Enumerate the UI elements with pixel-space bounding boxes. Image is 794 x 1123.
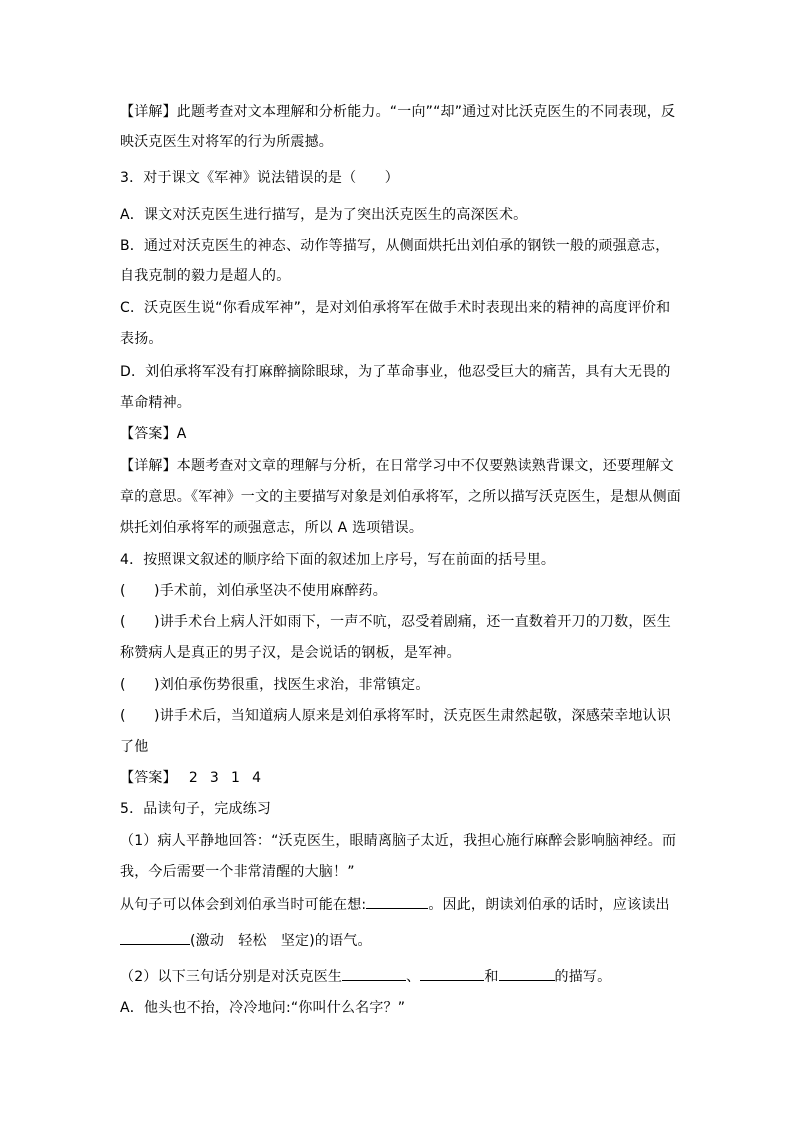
question-4-answer-value: 3 <box>209 770 220 786</box>
question-4-item-2-line-1: ( )讲手术台上病人汗如雨下，一声不吭，忍受着剧痛，还一直数着开刀的刀数，医生 <box>120 614 671 630</box>
question-3-option-d-line-2: 革命精神。 <box>120 395 191 411</box>
question-3-option-b-line-2: 自我克制的毅力是超人的。 <box>120 268 291 284</box>
question-5-sub-2-option-a: A．他头也不抬，冷冷地问:“你叫什么名字？” <box>120 1000 406 1016</box>
question-3-explanation-line-3: 烘托刘伯承将军的顽强意志，所以 A 选项错误。 <box>120 520 424 536</box>
question-5-sub-1-line-2: 我，今后需要一个非常清醒的大脑！” <box>120 864 355 880</box>
prompt-text: 从句子可以体会到刘伯承当时可能在想: <box>120 897 367 913</box>
question-4-answer-value: 2 <box>188 770 198 786</box>
answer-blank[interactable] <box>342 966 406 981</box>
prompt-text: （2）以下三句话分别是对沃克医生 <box>120 969 343 985</box>
question-4-item-3: ( )刘伯承伤势很重，找医生求治，非常镇定。 <box>120 677 430 693</box>
question-3-option-a: A．课文对沃克医生进行描写，是为了突出沃克医生的高深医术。 <box>120 207 528 223</box>
question-5-sub-1-line-1: （1）病人平静地回答：“沃克医生，眼睛离脑子太近，我担心施行麻醉会影响脑神经。而 <box>120 833 677 849</box>
question-4-answer-value: 1 <box>231 770 241 786</box>
question-5-stem: 5．品读句子，完成练习 <box>120 801 272 817</box>
question-3-option-b-line-1: B．通过对沃克医生的神态、动作等描写，从侧面烘托出刘伯承的钢铁一般的顽强意志， <box>120 238 670 254</box>
answer-blank[interactable] <box>120 930 190 945</box>
prompt-text: 的描写。 <box>554 969 612 985</box>
question-4-item-4-line-2: 了他 <box>120 739 149 755</box>
q2-explanation-line-2: 映沃克医生对将军的行为所震撼。 <box>120 134 333 150</box>
answer-blank[interactable] <box>499 966 555 981</box>
question-4-item-1: ( )手术前，刘伯承坚决不使用麻醉药。 <box>120 583 387 599</box>
question-5-sub-1-line-3 <box>120 894 670 914</box>
question-4-item-2-line-2: 称赞病人是真正的男子汉，是会说话的钢板，是军神。 <box>120 645 461 661</box>
question-3-explanation-line-1: 【详解】本题考查对文章的理解与分析，在日常学习中不仅要熟读熟背课文，还要理解文 <box>120 458 674 474</box>
separator-text: 和 <box>484 969 499 985</box>
q2-explanation-line-1: 【详解】此题考查对文本理解和分析能力。“一向”“却”通过对比沃克医生的不同表现，反 <box>120 104 676 120</box>
question-3-answer: 【答案】A <box>120 426 187 442</box>
question-3-option-d-line-1: D．刘伯承将军没有打麻醉摘除眼球，为了革命事业，他忍受巨大的痛苦，具有大无畏的 <box>120 364 671 380</box>
question-5-sub-1-line-4 <box>120 930 372 950</box>
question-3-option-c-line-1: C．沃克医生说“你看成军神”，是对刘伯承将军在做手术时表现出来的精神的高度评价和 <box>120 300 671 316</box>
question-3-stem: 3．对于课文《军神》说法错误的是（ ） <box>120 170 399 186</box>
answer-blank[interactable] <box>420 966 484 981</box>
question-3-explanation-line-2: 章的意思。《军神》一文的主要描写对象是刘伯承将军，之所以描写沃克医生，是想从侧面 <box>120 489 681 505</box>
prompt-text: 。因此，朗读刘伯承的话时，应该读出 <box>428 897 670 913</box>
answer-blank[interactable] <box>366 894 428 909</box>
separator-text: 、 <box>406 969 421 985</box>
question-3-option-c-line-2: 表扬。 <box>120 331 163 347</box>
question-4-answer-label: 【答案】 <box>120 770 177 786</box>
question-4-stem: 4．按照课文叙述的顺序给下面的叙述加上序号，写在前面的括号里。 <box>120 552 556 568</box>
question-4-answer-value: 4 <box>252 770 262 786</box>
question-4-answer <box>120 768 261 788</box>
question-4-item-4-line-1: ( )讲手术后，当知道病人原来是刘伯承将军时，沃克医生肃然起敬，深感荣幸地认识 <box>120 708 671 724</box>
question-5-sub-2 <box>120 966 611 986</box>
prompt-text: (激动 轻松 坚定)的语气。 <box>190 933 372 949</box>
